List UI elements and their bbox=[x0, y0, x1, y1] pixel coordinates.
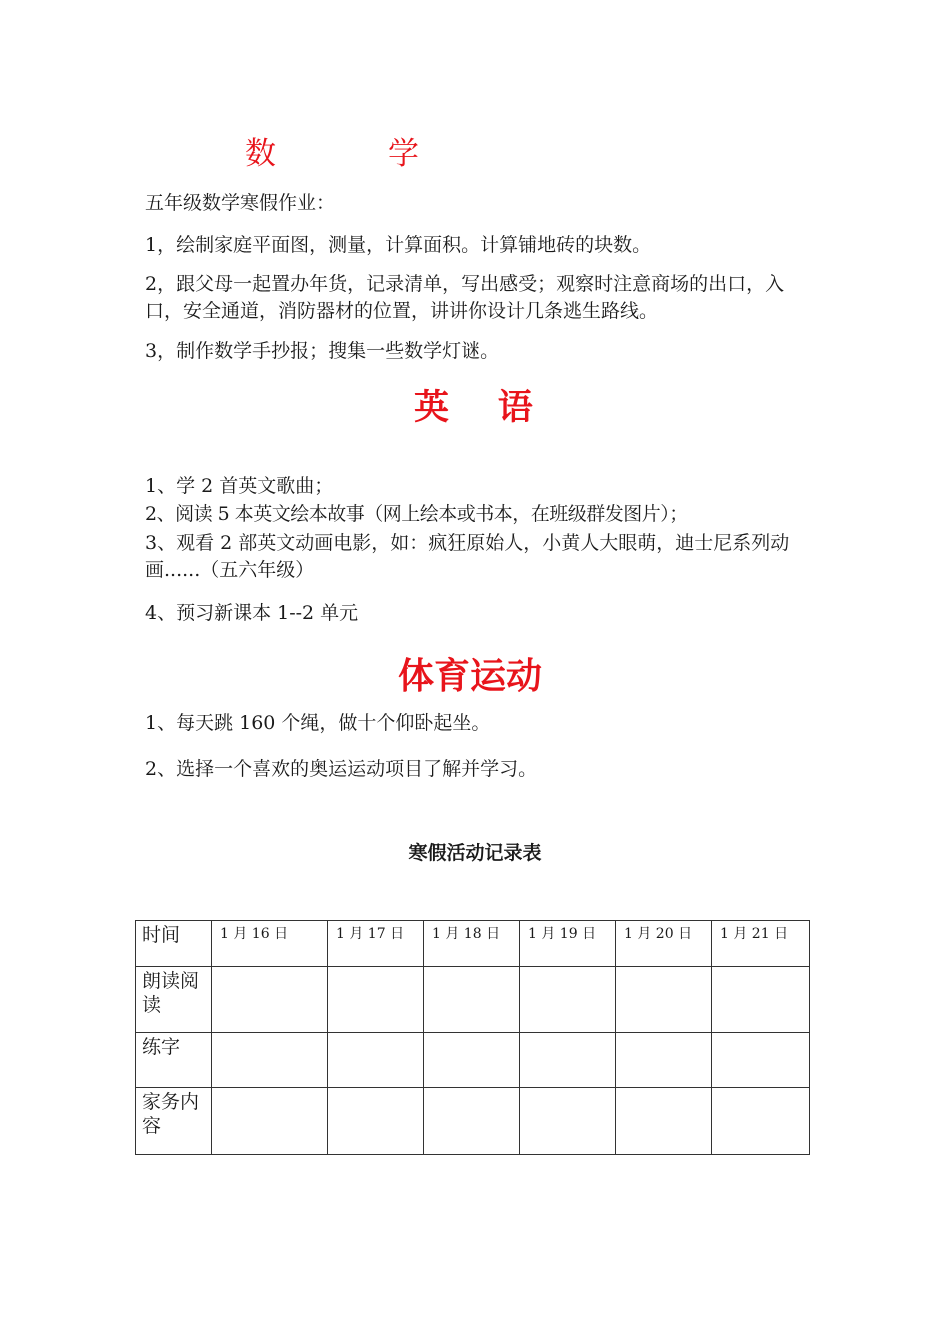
table-cell[interactable] bbox=[520, 1033, 616, 1088]
table-cell[interactable] bbox=[712, 1033, 810, 1088]
table-header-row bbox=[136, 921, 810, 967]
row-label-reading: 朗读阅读 bbox=[136, 967, 212, 1033]
math-section-title bbox=[245, 128, 419, 173]
header-date-cell: 1 月 19 日 bbox=[520, 921, 616, 967]
header-date-cell: 1 月 16 日 bbox=[212, 921, 328, 967]
table-cell[interactable] bbox=[212, 967, 328, 1033]
table-cell[interactable] bbox=[616, 1088, 712, 1155]
table-cell[interactable] bbox=[424, 1088, 520, 1155]
record-table-title: 寒假活动记录表 bbox=[408, 842, 542, 864]
math-item-2: 2，跟父母一起置办年货，记录清单，写出感受；观察时注意商场的出口，入口，安全通道，消防器材的位置，讲讲你设计几条逃生路线。 bbox=[145, 273, 785, 322]
english-section-title: 英 语 bbox=[414, 388, 533, 428]
header-date-cell: 1 月 18 日 bbox=[424, 921, 520, 967]
math-intro: 五年级数学寒假作业： bbox=[145, 192, 336, 214]
table-row bbox=[136, 1088, 810, 1155]
math-title-char-1: 数 bbox=[245, 136, 276, 172]
english-item-4: 4、预习新课本 1--2 单元 bbox=[145, 602, 359, 624]
row-label-calligraphy: 练字 bbox=[136, 1033, 212, 1088]
table-cell[interactable] bbox=[712, 1088, 810, 1155]
english-item-2: 2、阅读 5 本英文绘本故事（网上绘本或书本，在班级群发图片）； bbox=[145, 503, 688, 525]
table-cell[interactable] bbox=[424, 967, 520, 1033]
table-cell[interactable] bbox=[328, 967, 424, 1033]
table-cell[interactable] bbox=[520, 967, 616, 1033]
table-cell[interactable] bbox=[520, 1088, 616, 1155]
header-date-cell: 1 月 17 日 bbox=[328, 921, 424, 967]
math-title-char-2: 学 bbox=[388, 136, 419, 172]
table-cell[interactable] bbox=[328, 1088, 424, 1155]
math-item-3: 3，制作数学手抄报；搜集一些数学灯谜。 bbox=[145, 340, 500, 362]
header-time-label: 时间 bbox=[136, 921, 212, 967]
table-cell[interactable] bbox=[616, 1033, 712, 1088]
row-label-housework: 家务内容 bbox=[136, 1088, 212, 1155]
sports-item-1: 1、每天跳 160 个绳，做十个仰卧起坐。 bbox=[145, 712, 491, 734]
sports-section-title: 体育运动 bbox=[398, 656, 543, 697]
table-cell[interactable] bbox=[712, 967, 810, 1033]
table-row bbox=[136, 967, 810, 1033]
record-table bbox=[135, 920, 810, 1155]
sports-item-2: 2、选择一个喜欢的奥运运动项目了解并学习。 bbox=[145, 758, 538, 780]
table-row bbox=[136, 1033, 810, 1088]
table-cell[interactable] bbox=[212, 1088, 328, 1155]
header-date-cell: 1 月 21 日 bbox=[712, 921, 810, 967]
english-item-3: 3、观看 2 部英文动画电影，如：疯狂原始人，小黄人大眼萌，迪士尼系列动画......（五六年级） bbox=[145, 532, 790, 581]
table-cell[interactable] bbox=[616, 967, 712, 1033]
table-cell[interactable] bbox=[212, 1033, 328, 1088]
table-cell[interactable] bbox=[328, 1033, 424, 1088]
math-item-1: 1，绘制家庭平面图，测量，计算面积。计算铺地砖的块数。 bbox=[145, 234, 652, 256]
table-cell[interactable] bbox=[424, 1033, 520, 1088]
header-date-cell: 1 月 20 日 bbox=[616, 921, 712, 967]
english-item-1: 1、学 2 首英文歌曲； bbox=[145, 475, 334, 497]
